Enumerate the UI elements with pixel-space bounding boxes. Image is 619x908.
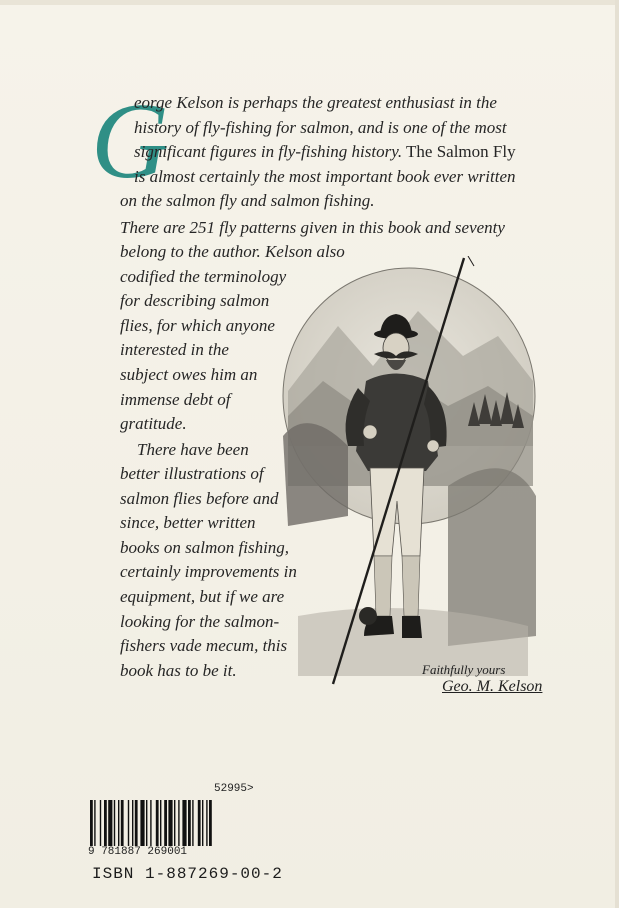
- signature: [412, 662, 572, 718]
- paragraph-3: [120, 462, 297, 683]
- ean-barcode: [88, 800, 268, 846]
- text-span: significant figures in fly-fishing history.: [134, 142, 403, 162]
- barcode-bar: [90, 800, 93, 846]
- barcode-bar: [188, 800, 191, 846]
- barcode-bar: [140, 800, 144, 846]
- text-line: book has to be it.: [120, 660, 237, 680]
- barcode-bar: [128, 800, 129, 846]
- price-code: 52995>: [214, 783, 254, 795]
- text-line: is almost certainly the most important book ever written: [134, 167, 516, 186]
- text-line: better illustrations of: [120, 464, 264, 483]
- signature-line-1: Faithfully yours: [422, 662, 506, 677]
- barcode-bar: [114, 800, 115, 846]
- text-line: There have been: [137, 440, 249, 459]
- barcode-bar: [209, 800, 212, 846]
- cover-right-edge: [615, 0, 619, 908]
- paragraph-1: [134, 91, 516, 165]
- paragraph-2-first: [120, 216, 505, 241]
- text-line: for describing salmon: [120, 291, 270, 311]
- text-line: salmon flies before and: [120, 488, 279, 508]
- text-line: [134, 140, 516, 165]
- text-line: on the salmon fly and salmon fishing.: [120, 191, 375, 210]
- barcode-bar: [135, 800, 138, 846]
- paragraph-1-tail-b: [120, 189, 375, 214]
- barcode-digits: 9 781887 269001: [88, 846, 188, 858]
- cover-top-edge: [0, 0, 619, 5]
- barcode-bar: [132, 800, 133, 846]
- barcode-bar: [198, 800, 201, 846]
- paragraph-1-tail-a: [134, 165, 516, 190]
- barcode-bar: [192, 800, 193, 846]
- text-line: history of fly-fishing for salmon, and is one of the most: [134, 117, 507, 137]
- text-line: immense debt of: [120, 389, 231, 409]
- barcode-bar: [160, 800, 161, 846]
- angler-portrait-illustration: [278, 256, 540, 686]
- barcode-bar: [100, 800, 101, 846]
- text-line: subject owes him an: [120, 364, 258, 384]
- text-line: interested in the: [120, 340, 229, 360]
- barcode-bar: [174, 800, 175, 846]
- paragraph-3-first: [137, 438, 249, 463]
- book-title: The Salmon Fly: [402, 142, 516, 162]
- barcode-bar: [182, 800, 186, 846]
- text-line: flies, for which anyone: [120, 315, 275, 335]
- text-line: belong to the author. Kelson also: [120, 242, 345, 261]
- isbn-label: ISBN 1-887269-00-2: [92, 865, 283, 883]
- barcode-bar: [104, 800, 107, 846]
- barcode-bar: [108, 800, 112, 846]
- text-line: books on salmon fishing,: [120, 537, 290, 557]
- drop-cap: G: [91, 82, 169, 201]
- barcode-bar: [150, 800, 151, 846]
- barcode-bar: [94, 800, 95, 846]
- text-line: There are 251 fly patterns given in this book and seventy: [120, 218, 505, 237]
- barcode-bar: [156, 800, 159, 846]
- barcode-bar: [202, 800, 203, 846]
- text-line: eorge Kelson is perhaps the greatest enthusiast in the: [134, 93, 497, 112]
- text-line: codified the terminology: [120, 266, 287, 286]
- text-line: certainly improvements in: [120, 562, 297, 582]
- text-line: fishers vade mecum, this: [120, 636, 288, 656]
- barcode-bar: [164, 800, 167, 846]
- text-line: since, better written: [120, 513, 256, 533]
- barcode-bar: [168, 800, 172, 846]
- rock-left: [283, 423, 348, 526]
- text-line: looking for the salmon-: [120, 611, 280, 631]
- rod-tip: [468, 256, 474, 266]
- barcode-bar: [146, 800, 147, 846]
- signature-line-2: Geo. M. Kelson: [442, 678, 543, 695]
- barcode-bar: [121, 800, 124, 846]
- barcode-bar: [118, 800, 119, 846]
- text-line: equipment, but if we are: [120, 586, 285, 606]
- barcode-bar: [206, 800, 207, 846]
- barcode-bar: [178, 800, 179, 846]
- text-line: gratitude.: [120, 414, 187, 434]
